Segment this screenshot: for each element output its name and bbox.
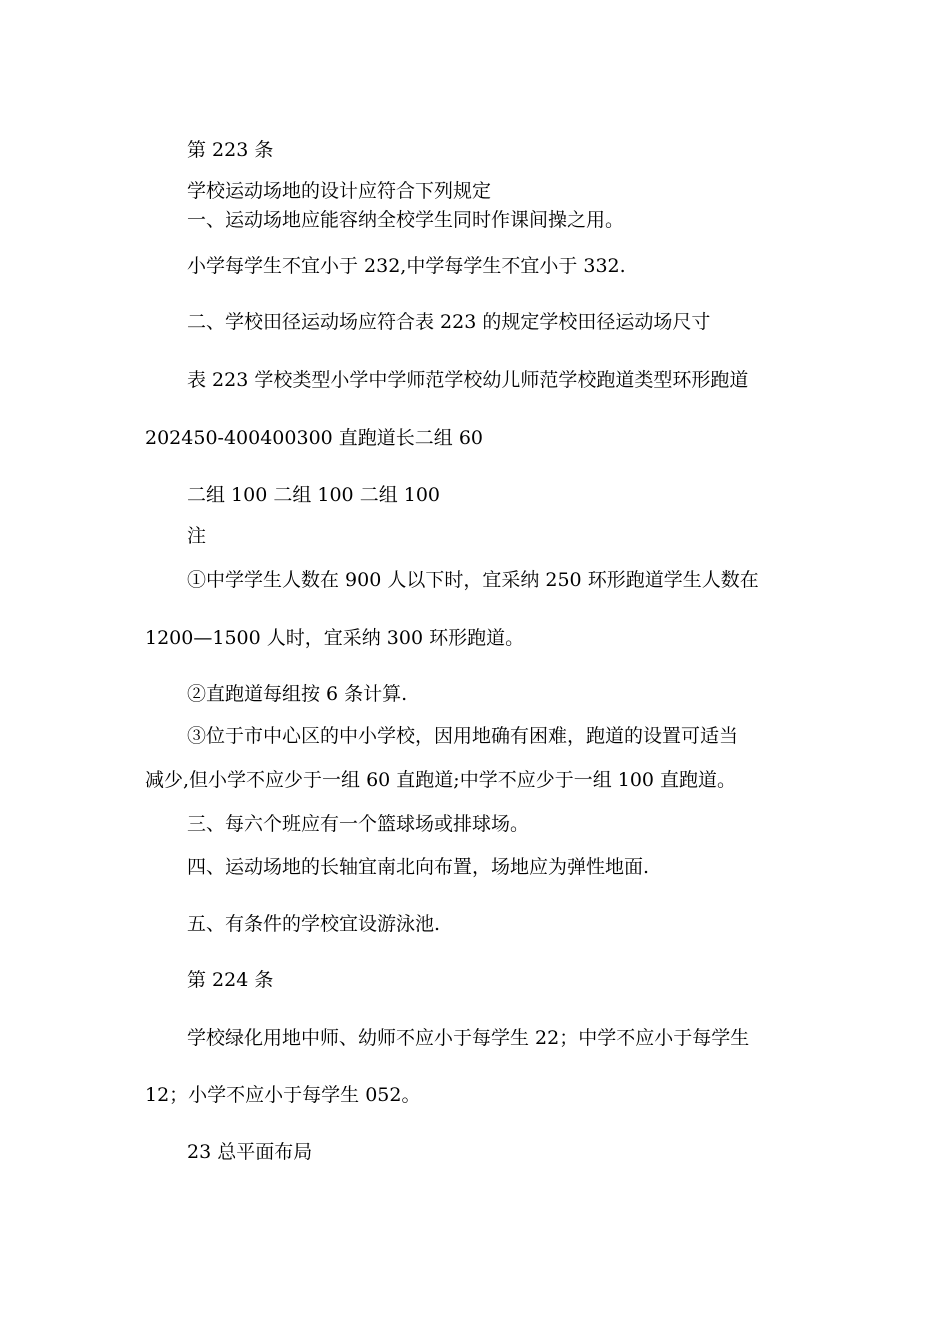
paragraph-table-223-groups: 二组 100 二组 100 二组 100: [187, 484, 440, 506]
note-one: ①中学学生人数在 900 人以下时，宜采纳 250 环形跑道学生人数在: [187, 569, 759, 591]
note-three: ③位于市中心区的中小学校，因用地确有困难，跑道的设置可适当: [187, 725, 739, 747]
article-224-heading: 第 224 条: [187, 969, 274, 991]
note-one-cont: 1200—1500 人时，宜采纳 300 环形跑道。: [145, 627, 525, 649]
note-three-cont: 减少,但小学不应少于一组 60 直跑道;中学不应少于一组 100 直跑道。: [145, 769, 737, 791]
paragraph-sports-field-rules: 学校运动场地的设计应符合下列规定: [187, 180, 492, 202]
paragraph-item-five: 五、有条件的学校宜设游泳池.: [187, 913, 441, 935]
article-223-heading: 第 223 条: [187, 139, 274, 161]
paragraph-item-one: 一、运动场地应能容纳全校学生同时作课间操之用。: [187, 209, 625, 231]
paragraph-table-223: 表 223 学校类型小学中学师范学校幼儿师范学校跑道类型环形跑道: [187, 369, 749, 391]
paragraph-green-space: 学校绿化用地中师、幼师不应小于每学生 22；中学不应小于每学生: [187, 1027, 750, 1049]
note-two: ②直跑道每组按 6 条计算.: [187, 683, 408, 705]
paragraph-green-space-cont: 12；小学不应小于每学生 052。: [145, 1084, 421, 1106]
paragraph-item-four: 四、运动场地的长轴宜南北向布置，场地应为弹性地面.: [187, 856, 650, 878]
paragraph-item-two: 二、学校田径运动场应符合表 223 的规定学校田径运动场尺寸: [187, 311, 711, 333]
section-23-heading: 23 总平面布局: [187, 1141, 313, 1163]
paragraph-table-223-cont: 202450-400400300 直跑道长二组 60: [145, 427, 484, 449]
paragraph-item-three: 三、每六个班应有一个篮球场或排球场。: [187, 813, 530, 835]
paragraph-per-student-area: 小学每学生不宜小于 232,中学每学生不宜小于 332.: [187, 255, 626, 277]
note-heading: 注: [187, 525, 207, 547]
